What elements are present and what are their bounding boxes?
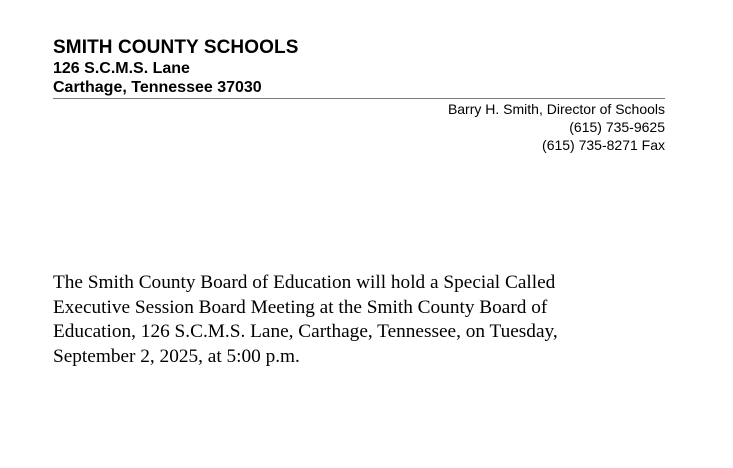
- address-line-2: Carthage, Tennessee 37030: [53, 79, 262, 96]
- contact-block: [53, 100, 665, 154]
- letterhead: [53, 37, 665, 154]
- address-line-1: 126 S.C.M.S. Lane: [53, 60, 190, 77]
- fax-line: (615) 735-8271 Fax: [542, 137, 665, 153]
- meeting-notice: The Smith County Board of Education will hold a Special Called Executive Session Board Meeting at the Smith County Board of Education, 126 S.C.M.S. Lane, Carthage, Tennessee, on Tuesday, September 2, 2025, at 5:00 p.m.: [53, 272, 558, 367]
- director-line: Barry H. Smith, Director of Schools: [447, 101, 665, 117]
- phone-line: (615) 735-9625: [569, 119, 665, 135]
- organization-name: SMITH COUNTY SCHOOLS: [53, 37, 299, 58]
- letterhead-divider: [53, 98, 665, 99]
